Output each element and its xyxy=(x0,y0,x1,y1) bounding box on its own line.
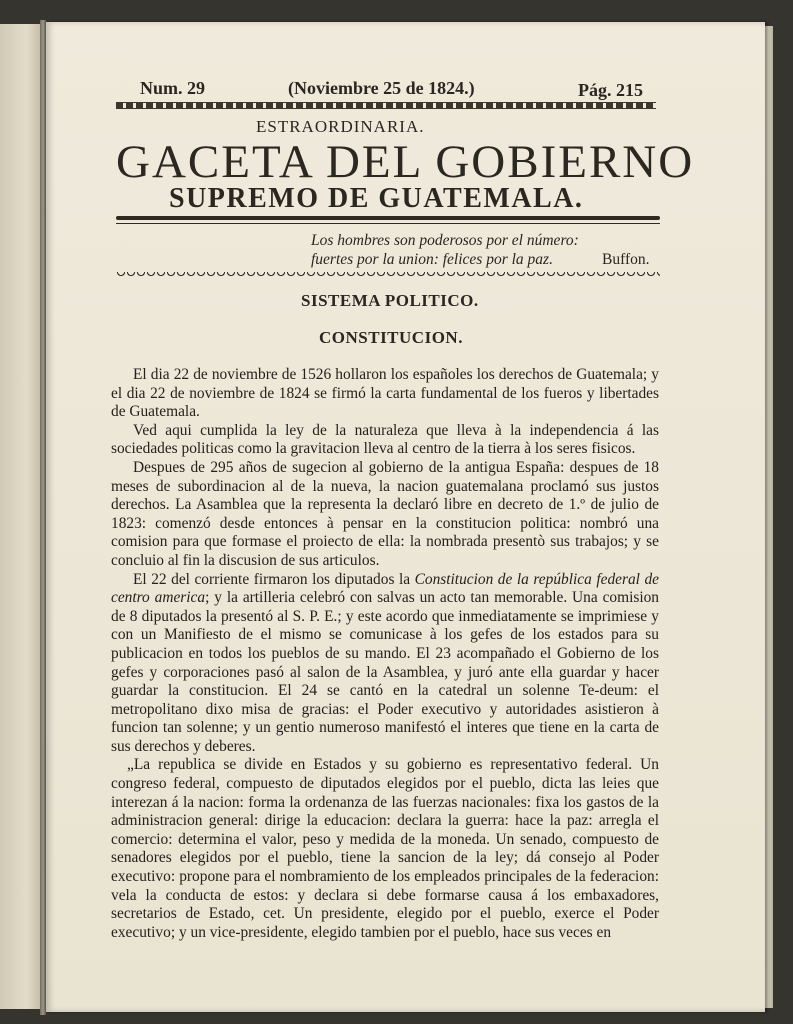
motto-line-2: fuertes por la union: felices por la paz. xyxy=(311,251,553,268)
newspaper-subtitle: SUPREMO DE GUATEMALA. xyxy=(169,183,584,214)
header-rule xyxy=(116,102,656,109)
motto-wavy-rule xyxy=(116,272,660,278)
article-body xyxy=(111,366,659,942)
paragraph-2: Ved aqui cumplida la ley de la naturaleza que lleva à la independencia á las sociedades politicas como la gravitacion lleva al centro de la tierra à los seres fisicos. xyxy=(111,421,659,458)
page-stack-edge xyxy=(765,26,773,1008)
edition-label: ESTRAORDINARIA. xyxy=(256,117,425,136)
issue-date: (Noviembre 25 de 1824.) xyxy=(288,78,475,98)
masthead-rule-thin xyxy=(116,223,660,224)
paragraph-5: „La republica se divide en Estados y su gobierno es representativo federal. Un congreso federal, compuesto de diputados elegidos por el pueblo, dicta las leies que interezan á la nacion: forma la ordenanza de las fuerzas nacionales: fixa los gastos de la administracion general: dirige la educacion: declara la guerra: hace la paz: arregla el comercio: determina el valor, peso y medida de la moneda. Un senado, compuesto de senadores elegidos por el pueblo, tiene la sancion de la ley; dá consejo al Poder executivo: propone para el nombramiento de los empleados principales de la federacion: vela la conducta de estos: y declara si debe formarse causa á los embaxadores, secretarios de Estado, cet. Un presidente, elegido por el pueblo, exerce el Poder executivo; y un vice-presidente, elegido tambien por el pueblo, hace sus veces en xyxy=(111,756,659,941)
newspaper-title: GACETA DEL GOBIERNO xyxy=(116,136,695,188)
paragraph-1: El dia 22 de noviembre de 1526 hollaron los españoles los derechos de Guatemala; y el dia 22 de noviembre de 1824 se firmó la carta fundamental de los fueros y libertades de Guatemala. xyxy=(111,366,659,421)
section-subheading: CONSTITUCION. xyxy=(319,328,463,347)
section-heading: SISTEMA POLITICO. xyxy=(301,291,479,310)
newspaper-page xyxy=(46,22,765,1012)
masthead-rule-thick xyxy=(116,216,660,220)
page-number: Pág. 215 xyxy=(578,80,643,100)
paragraph-3: Despues de 295 años de sugecion al gobierno de la antigua España: despues de 18 meses de subordinacion al de la nueva, la nacion guatemalana proclamó sus justos derechos. La Asamblea que la representa la declaró libre en decreto de 1.º de julio de 1823: comenzó desde entonces à pensar en la constitucion politica: nombró una comision para que formase el proiecto de ella: la nombrada presentò sus trabajos; y se concluio al fin la discusion de sus articulos. xyxy=(111,458,659,569)
motto-author: Buffon. xyxy=(602,251,650,268)
motto-line-1: Los hombres son poderosos por el número: xyxy=(311,232,579,249)
constitution-title: Constitucion de la república federal de centro america xyxy=(111,570,659,607)
paragraph-4: El 22 del corriente firmaron los diputados la Constitucion de la república federal de centro america; y la artilleria celebró con salvas un acto tan memorable. Una comision de 8 diputados la presentó al S. P. E.; y este acordo que inmediatamente se imprimiese y con un Manifiesto de el mismo se comunicase à los gefes de los estados para su publicacion en todos los pueblos de su mando. El 23 acompañado el Gobierno de los gefes y corporaciones pasó al salon de la Asamblea, y juró ante ella guardar y hacer guardar la constitucion. El 24 se cantó en la catedral un solenne Te-deum: el metropolitano dixo misa de gracias: el Poder executivo y autoridades asistieron à funcion tan solenne; y un gentio numeroso manifestó el interes que tiene en la carta de sus derechos y deberes. xyxy=(111,570,660,755)
facing-page-edge xyxy=(0,24,44,1009)
issue-number: Num. 29 xyxy=(140,78,206,98)
